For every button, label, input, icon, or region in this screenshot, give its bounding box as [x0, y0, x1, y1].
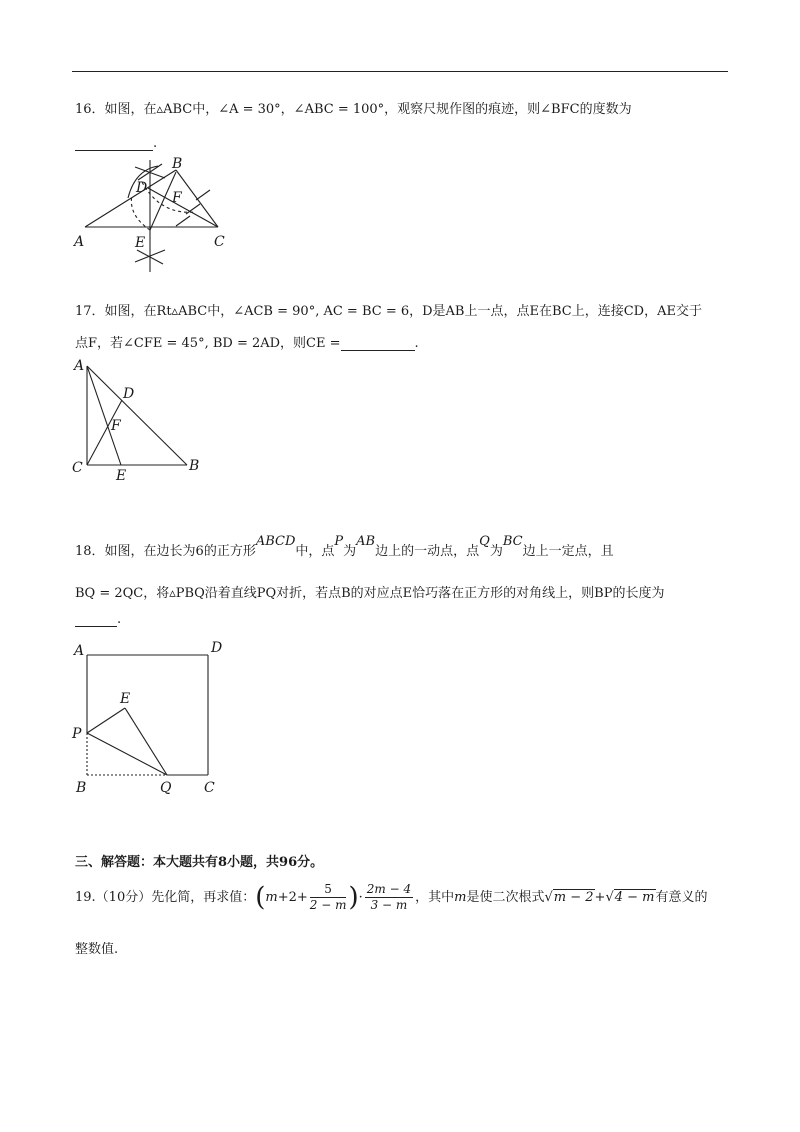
sqrt-sign: √ — [544, 890, 553, 905]
q18-label-p: P — [72, 726, 82, 742]
q18-label-q: Q — [160, 780, 172, 796]
q19-text: 19.（10分）先化简，再求值：(m+2+ $\frac{5}{2 - m}$ )· $\frac{2m - 4}{3 - m}$ ，其中m是使二次根式√m − 2+√4 − m有意义的 — [75, 882, 708, 913]
q16-label-d: D — [136, 180, 148, 196]
q16-answer-line: . — [75, 136, 157, 151]
section-heading: 三、解答题：本大题共有8小题，共96分。 — [75, 855, 324, 870]
q18-answer-line: . — [75, 612, 121, 627]
q17-label-b: B — [189, 458, 200, 474]
q17-line2: 点F，若∠CFE = 45°, BD = 2AD，则CE = . — [75, 336, 419, 351]
left-paren: ( — [255, 882, 266, 913]
q17-label-d: D — [123, 386, 135, 402]
q16-label-f: F — [172, 190, 182, 206]
q17-label-a: A — [74, 358, 85, 374]
fraction-2: $\frac{2m - 4}{3 - m}$ — [366, 882, 412, 912]
q18-line-pq — [87, 733, 167, 775]
q16-label-a: A — [74, 234, 85, 250]
q17-label-f: F — [111, 418, 121, 434]
q18-line2: BQ = 2QC，将▵PBQ沿着直线PQ对折，若点B的对应点E恰巧落在正方形的对角线上，则BP的长度为 — [75, 586, 665, 601]
q16-text: 16．如图，在▵ABC中，∠A = 30°，∠ABC = 100°，观察尺规作图的痕迹，则∠BFC的度数为 — [75, 102, 632, 117]
q18-label-d: D — [211, 640, 223, 656]
q18-label-a: A — [74, 643, 85, 659]
q18-line-pe — [87, 708, 125, 733]
q19-line2: 整数值. — [75, 942, 119, 957]
q18-label-e: E — [120, 691, 131, 707]
sqrt-sign: √ — [605, 890, 614, 905]
q18-line-eq — [125, 708, 167, 775]
q16-label-c: C — [214, 234, 225, 250]
fraction-1: $\frac{5}{2 - m}$ — [309, 882, 347, 912]
q17-text: 17．如图，在Rt▵ABC中，∠ACB = 90°, AC = BC = 6，D是AB上一点，点E在BC上，连接CD，AE交于 — [75, 304, 702, 319]
q16-label-b: B — [172, 156, 183, 172]
q16-label-e: E — [135, 235, 146, 251]
q18-label-c: C — [204, 780, 215, 796]
q18-text: 18．如图，在边长为6的正方形ABCD中，点P为AB边上的一动点，点Q为BC边上一定点，且 — [75, 534, 614, 559]
q18-label-b: B — [76, 780, 87, 796]
q17-label-e: E — [116, 468, 127, 484]
q17-label-c: C — [72, 460, 83, 476]
right-paren: ) — [348, 882, 359, 913]
